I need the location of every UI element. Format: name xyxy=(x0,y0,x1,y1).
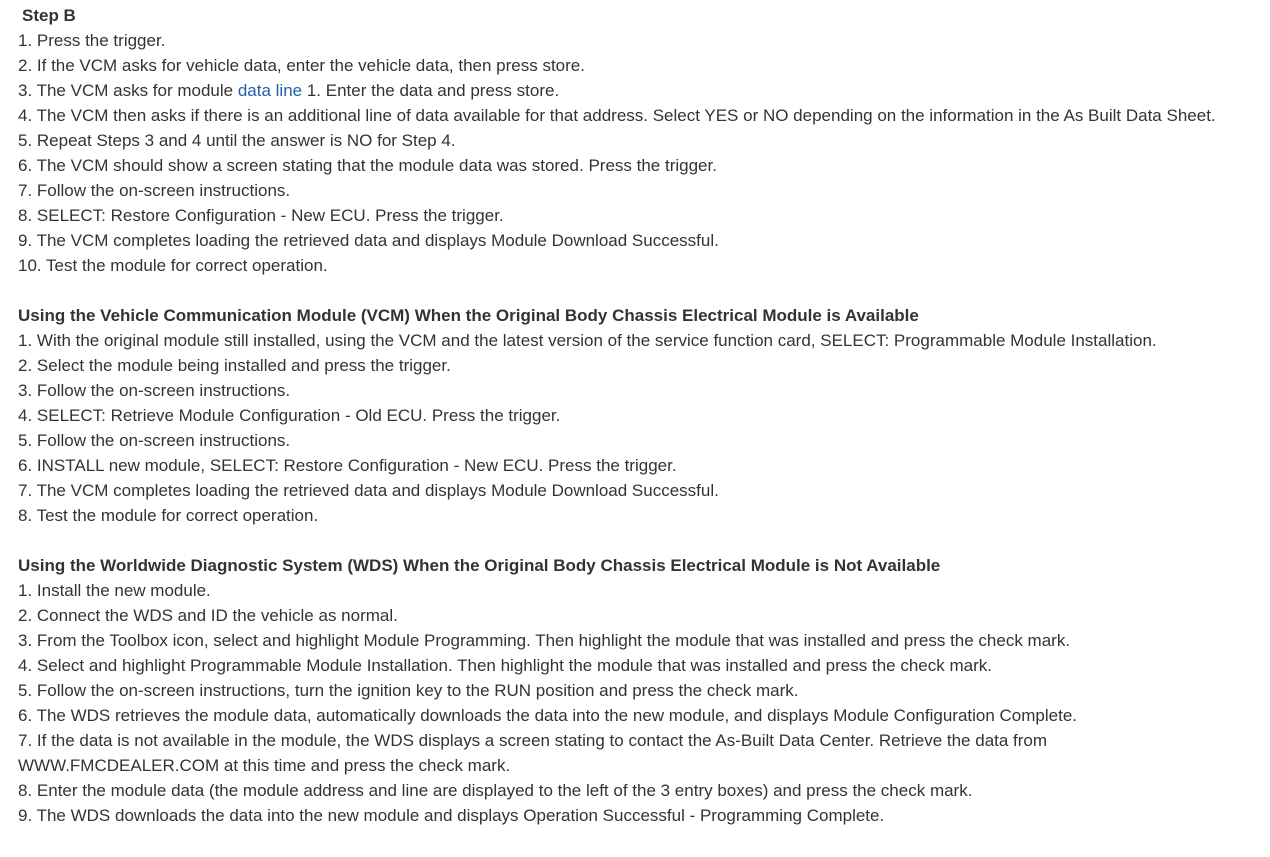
vcm-item-3: 3. Follow the on-screen instructions. xyxy=(18,381,291,400)
step-b-item-3-suffix: 1. Enter the data and press store. xyxy=(302,81,560,100)
vcm-item-5: 5. Follow the on-screen instructions. xyxy=(18,431,291,450)
wds-item-4: 4. Select and highlight Programmable Module Installation. Then highlight the module that was installed and press the check mark. xyxy=(18,656,992,675)
wds-item-7: 7. If the data is not available in the module, the WDS displays a screen stating to contact the As-Built Data Center. Retrieve the data from WWW.FMCDEALER.COM at this time and press the check mark. xyxy=(18,731,1048,775)
step-b-item-8: 8. SELECT: Restore Configuration - New ECU. Press the trigger. xyxy=(18,206,504,225)
wds-item-6: 6. The WDS retrieves the module data, automatically downloads the data into the new module, and displays Module Configuration Complete. xyxy=(18,706,1078,725)
step-b-title: Step B xyxy=(22,6,76,25)
data-line-link[interactable]: data line xyxy=(237,81,303,100)
vcm-item-7: 7. The VCM completes loading the retrieved data and displays Module Download Successful. xyxy=(18,481,719,500)
vcm-item-1: 1. With the original module still installed, using the VCM and the latest version of the service function card, SELECT: Programmable Module Installation. xyxy=(18,331,1157,350)
step-b-item-6: 6. The VCM should show a screen stating that the module data was stored. Press the trigger. xyxy=(18,156,717,175)
wds-item-8: 8. Enter the module data (the module address and line are displayed to the left of the 3 entry boxes) and press the check mark. xyxy=(18,781,973,800)
step-b-item-7: 7. Follow the on-screen instructions. xyxy=(18,181,291,200)
wds-item-2: 2. Connect the WDS and ID the vehicle as normal. xyxy=(18,606,398,625)
step-b-item-2: 2. If the VCM asks for vehicle data, enter the vehicle data, then press store. xyxy=(18,56,585,75)
vcm-section-title: Using the Vehicle Communication Module (VCM) When the Original Body Chassis Electrical Module is Available xyxy=(18,306,919,325)
wds-item-9: 9. The WDS downloads the data into the new module and displays Operation Successful - Programming Complete. xyxy=(18,806,885,825)
step-b-item-3-prefix: 3. The VCM asks for module xyxy=(18,81,238,100)
spacer xyxy=(18,278,1270,303)
vcm-item-4: 4. SELECT: Retrieve Module Configuration - Old ECU. Press the trigger. xyxy=(18,406,561,425)
wds-item-3: 3. From the Toolbox icon, select and highlight Module Programming. Then highlight the module that was installed and press the check mark. xyxy=(18,631,1071,650)
wds-section-title: Using the Worldwide Diagnostic System (WDS) When the Original Body Chassis Electrical Module is Not Available xyxy=(18,556,941,575)
step-b-item-3 xyxy=(18,78,1270,103)
spacer xyxy=(18,528,1270,553)
step-b-item-5: 5. Repeat Steps 3 and 4 until the answer is NO for Step 4. xyxy=(18,131,456,150)
vcm-item-8: 8. Test the module for correct operation. xyxy=(18,506,319,525)
step-b-item-9: 9. The VCM completes loading the retrieved data and displays Module Download Successful. xyxy=(18,231,719,250)
wds-item-5: 5. Follow the on-screen instructions, turn the ignition key to the RUN position and press the check mark. xyxy=(18,681,799,700)
vcm-item-2: 2. Select the module being installed and press the trigger. xyxy=(18,356,451,375)
step-b-item-10: 10. Test the module for correct operation. xyxy=(18,256,328,275)
step-b-item-1: 1. Press the trigger. xyxy=(18,31,166,50)
vcm-item-6: 6. INSTALL new module, SELECT: Restore Configuration - New ECU. Press the trigger. xyxy=(18,456,677,475)
wds-item-1: 1. Install the new module. xyxy=(18,581,211,600)
step-b-item-4: 4. The VCM then asks if there is an additional line of data available for that address. Select YES or NO depending on the information in the As Built Data Sheet. xyxy=(18,106,1216,125)
